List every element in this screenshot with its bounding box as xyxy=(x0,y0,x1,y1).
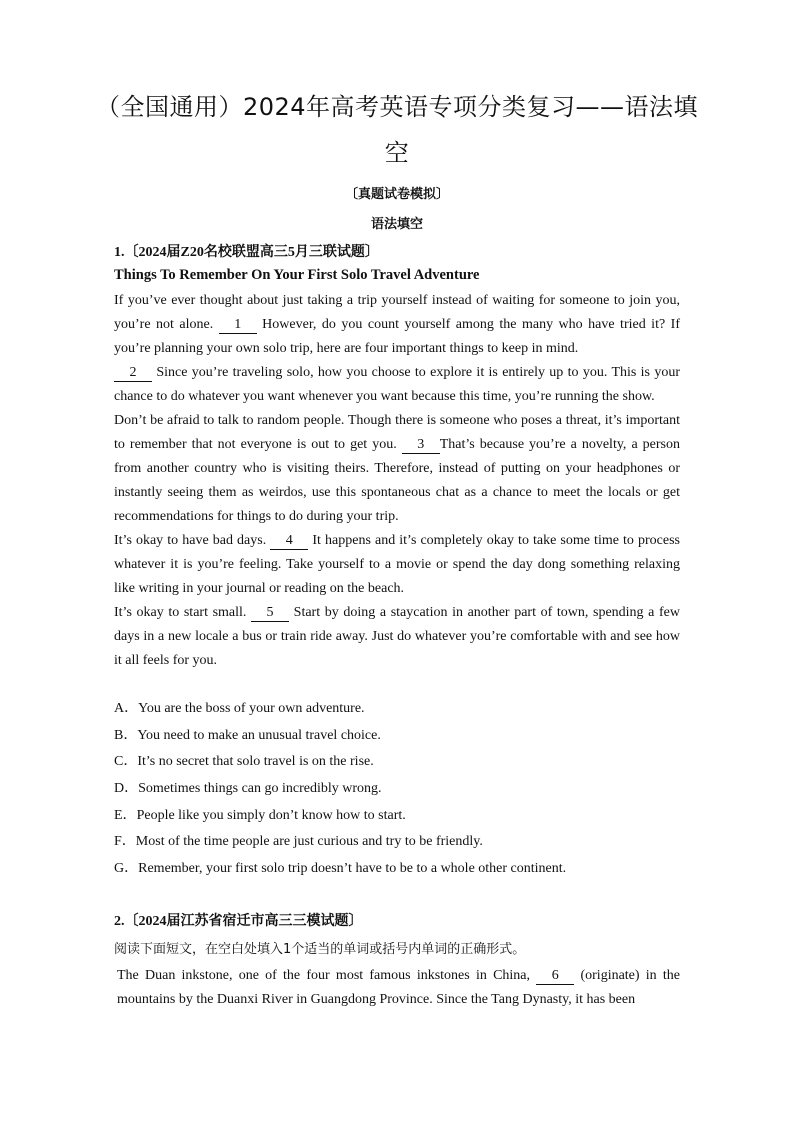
option-f xyxy=(114,829,680,856)
option-e xyxy=(114,803,680,830)
section-heading: 语法填空 xyxy=(370,217,423,232)
option-letter: B． xyxy=(114,727,138,743)
paragraph-text: However, do you count yourself among the many who have tried it? If you’re planning your own solo trip, here are four important things to keep in mind. xyxy=(114,317,680,356)
question-1-heading: 1.〔2024届Z20名校联盟高三5月三联试题〕 xyxy=(114,245,379,260)
question-2-instruction: 阅读下面短文，在空白处填入1个适当的单词或括号内单词的正确形式。 xyxy=(114,942,526,957)
option-text: Sometimes things can go incredibly wrong. xyxy=(138,781,382,797)
option-text: Most of the time people are just curious and try to be friendly. xyxy=(135,834,483,850)
option-letter: C． xyxy=(114,754,138,770)
paragraph-text: It’s okay to start small. xyxy=(114,605,252,620)
blank-4: 4 xyxy=(270,533,308,550)
paragraph-text: The Duan inkstone, one of the four most famous inkstones in China, xyxy=(117,968,537,983)
paragraph-text: If you’ve ever thought about just taking a trip yourself instead of waiting for someone to join you, you’re not alone. xyxy=(114,293,680,332)
paragraph-text: Start by doing a staycation in another part of town, spending a few days in a new locale a bus or train ride away. Just do whatever you’re comfortable with and see how it all feels for you. xyxy=(114,605,680,668)
blank-6: 6 xyxy=(536,968,574,985)
option-text: You need to make an unusual travel choice. xyxy=(137,727,381,743)
option-text: It’s no secret that solo travel is on the rise. xyxy=(137,754,374,770)
answer-options xyxy=(114,696,680,883)
option-a xyxy=(114,696,680,723)
question-2-heading: 2.〔2024届江苏省宿迁市高三三模试题〕 xyxy=(114,914,363,929)
paragraph-1 xyxy=(114,289,680,361)
question-1-passage xyxy=(114,289,680,673)
option-letter: G． xyxy=(114,861,139,877)
paragraph-2 xyxy=(114,361,680,409)
blank-1: 1 xyxy=(219,317,257,334)
option-text: People like you simply don’t know how to start. xyxy=(136,807,406,823)
paragraph-text: (originate) in the mountains by the Duanxi River in Guangdong Province. Since the Tang Dynasty, it has been xyxy=(117,968,681,1007)
blank-5: 5 xyxy=(251,605,289,622)
passage-title: Things To Remember On Your First Solo Travel Adventure xyxy=(114,267,480,283)
option-letter: F． xyxy=(114,834,136,850)
paragraph-4 xyxy=(114,529,680,601)
paragraph-text: Since you’re traveling solo, how you choose to explore it is entirely up to you. This is your chance to do whatever you want whenever you want because this time, you’re running the show. xyxy=(114,365,680,404)
page-title: （全国通用）2024年高考英语专项分类复习——语法填空 xyxy=(95,93,699,167)
paragraph-text: It happens and it’s completely okay to take some time to process whatever it is you’re feeling. Take yourself to a movie or spend the day dong something relaxing like writing in your journal or reading on the beach. xyxy=(114,533,680,596)
option-c xyxy=(114,749,680,776)
option-text: You are the boss of your own adventure. xyxy=(138,701,365,716)
paragraph-q2 xyxy=(117,964,680,1012)
paragraph-text: That’s because you’re a novelty, a person from another country who is visiting theirs. Therefore, instead of putting on your headphones or instantly seeing them as weirdos, use this spontaneous chat as a chance to meet the locals or get recommendations for things to do during your trip. xyxy=(114,437,680,524)
option-d xyxy=(114,776,680,803)
paragraph-3 xyxy=(114,409,680,529)
option-letter: A． xyxy=(114,701,139,716)
question-2-passage xyxy=(117,964,680,1012)
paragraph-5 xyxy=(114,601,680,673)
option-b xyxy=(114,723,680,750)
option-letter: D． xyxy=(114,781,139,797)
option-letter: E． xyxy=(114,807,137,823)
section-subtitle: 〔真题试卷模拟〕 xyxy=(344,187,449,202)
blank-3: 3 xyxy=(402,437,440,454)
option-g xyxy=(114,856,680,883)
blank-2: 2 xyxy=(114,365,152,382)
option-text: Remember, your first solo trip doesn’t have to be to a whole other continent. xyxy=(138,861,567,877)
paragraph-text: Don’t be afraid to talk to random people. Though there is someone who poses a threat, it’s important to remember that not everyone is out to get you. xyxy=(114,413,680,452)
paragraph-text: It’s okay to have bad days. xyxy=(114,533,271,548)
